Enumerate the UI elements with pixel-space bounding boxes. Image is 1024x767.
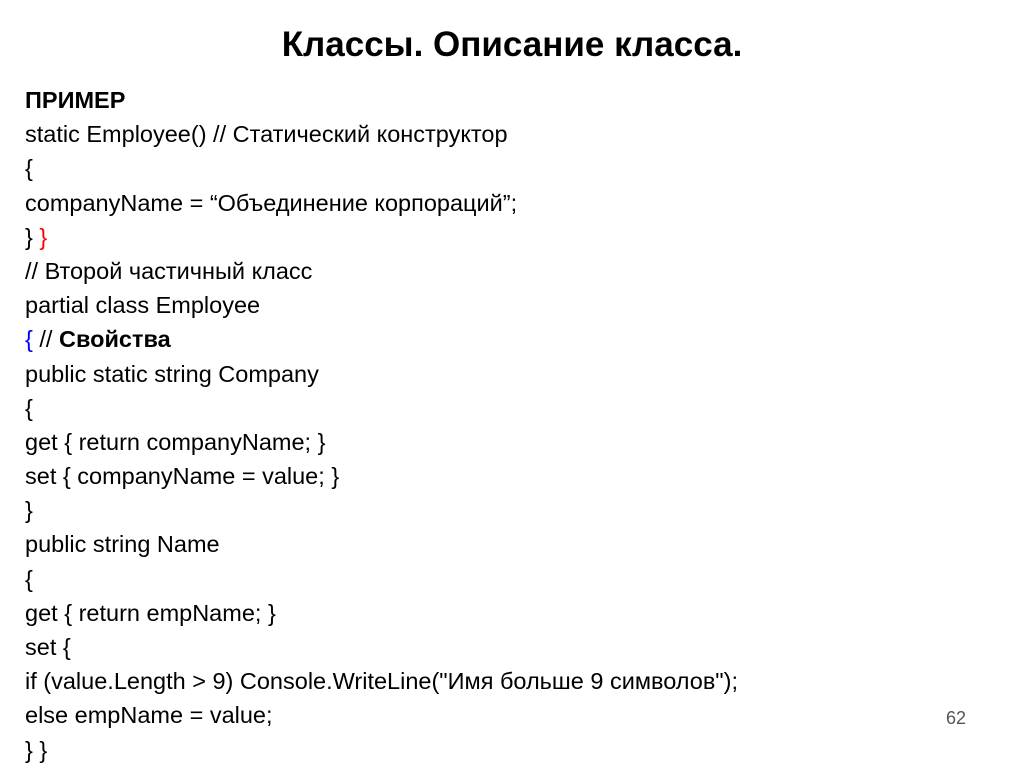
code-line: { [25,394,33,421]
opening-brace-blue: { [25,326,33,353]
comment-properties: Свойства [58,326,171,353]
code-line: } [25,497,33,524]
slide-title: Классы. Описание класса. [281,25,743,64]
code-line: } } [25,736,48,763]
code-line: set { companyName = value; } [25,463,340,490]
code-line: if (value.Length > 9) Console.WriteLine("Имя больше 9 символов"); [25,668,738,695]
code-line: get { return companyName; } [25,428,326,455]
closing-brace-red: } [39,223,48,250]
page-number: 62 [945,708,966,728]
code-line: public static string Company [25,360,319,387]
closing-brace: } [25,223,33,250]
code-line: partial class Employee [25,292,261,319]
code-line: { [25,565,33,592]
code-line [25,322,985,356]
example-heading: ПРИМЕР [25,87,126,113]
code-line: set { [25,634,71,660]
code-line: companyName = “Объединение корпораций”; [25,189,518,216]
code-line: else empName = value; [25,702,273,729]
code-line: public string Name [25,531,220,558]
code-line: static Employee() // Статический конструктор [25,121,508,148]
code-example [25,83,985,767]
code-line: get { return empName; } [25,599,276,626]
code-line: { [25,155,33,182]
code-line [25,220,985,254]
comment-slashes: // [39,326,59,353]
code-comment: // Второй частичный класс [25,257,313,284]
